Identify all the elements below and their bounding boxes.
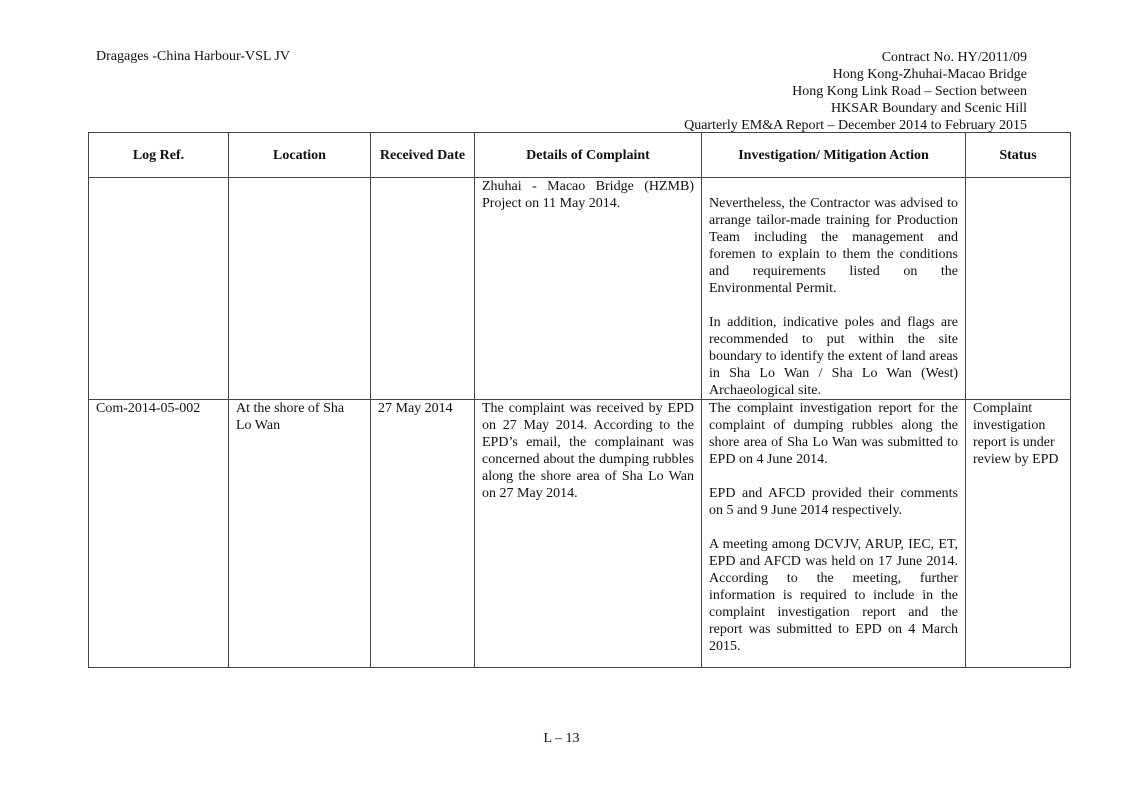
action-paragraph: Nevertheless, the Contractor was advised to arrange tailor-made training for Production Team including the management and foremen to explain to them the conditions and requirements listed on the Environmental Permit. [709,196,958,296]
table-row [89,400,1071,668]
details-text: Zhuhai - Macao Bridge (HZMB) Project on 11 May 2014. [482,179,694,211]
complaint-log-table [88,132,1071,668]
header-section: Hong Kong Link Road – Section between [792,84,1027,99]
cell-action [702,178,966,400]
header-report-title: Quarterly EM&A Report – December 2014 to February 2015 [684,118,1027,133]
header-company: Dragages -China Harbour-VSL JV [96,49,290,64]
col-header-status: Status [966,133,1071,178]
header-boundary: HKSAR Boundary and Scenic Hill [831,101,1027,116]
cell-details [475,178,702,400]
action-paragraph: EPD and AFCD provided their comments on 5 and 9 June 2014 respectively. [709,486,958,518]
action-paragraph: In addition, indicative poles and flags are recommended to put within the site boundary to identify the extent of land areas in Sha Lo Wan / Sha Lo Wan (West) Archaeological site. [709,315,958,398]
col-header-received-date: Received Date [371,133,475,178]
col-header-details: Details of Complaint [475,133,702,178]
page-number: L – 13 [543,731,580,746]
cell-status [966,178,1071,400]
cell-log-ref: Com-2014-05-002 [89,400,229,668]
table-header-row [89,133,1071,178]
cell-status: Complaint investigation report is under review by EPD [966,400,1071,668]
col-header-location: Location [229,133,371,178]
header-contract-block [684,49,1027,134]
table-row [89,178,1071,400]
cell-log-ref [89,178,229,400]
header-project: Hong Kong-Zhuhai-Macao Bridge [832,67,1027,82]
cell-details [475,400,702,668]
cell-received-date: 27 May 2014 [371,400,475,668]
action-paragraph: A meeting among DCVJV, ARUP, IEC, ET, EPD and AFCD was held on 17 June 2014. According to the meeting, further information is required to include in the complaint investigation report and the report was submitted to EPD on 4 March 2015. [709,537,958,654]
header-contract-no: Contract No. HY/2011/09 [881,50,1027,65]
cell-location [229,178,371,400]
action-paragraph: The complaint investigation report for the complaint of dumping rubbles along the shore area of Sha Lo Wan was submitted to EPD on 4 June 2014. [709,401,958,467]
cell-location: At the shore of Sha Lo Wan [229,400,371,668]
details-text: The complaint was received by EPD on 27 May 2014. According to the EPD’s email, the complainant was concerned about the dumping rubbles along the shore area of Sha Lo Wan on 27 May 2014. [482,401,694,501]
cell-received-date [371,178,475,400]
col-header-action: Investigation/ Mitigation Action [702,133,966,178]
col-header-log-ref: Log Ref. [89,133,229,178]
cell-action [702,400,966,668]
